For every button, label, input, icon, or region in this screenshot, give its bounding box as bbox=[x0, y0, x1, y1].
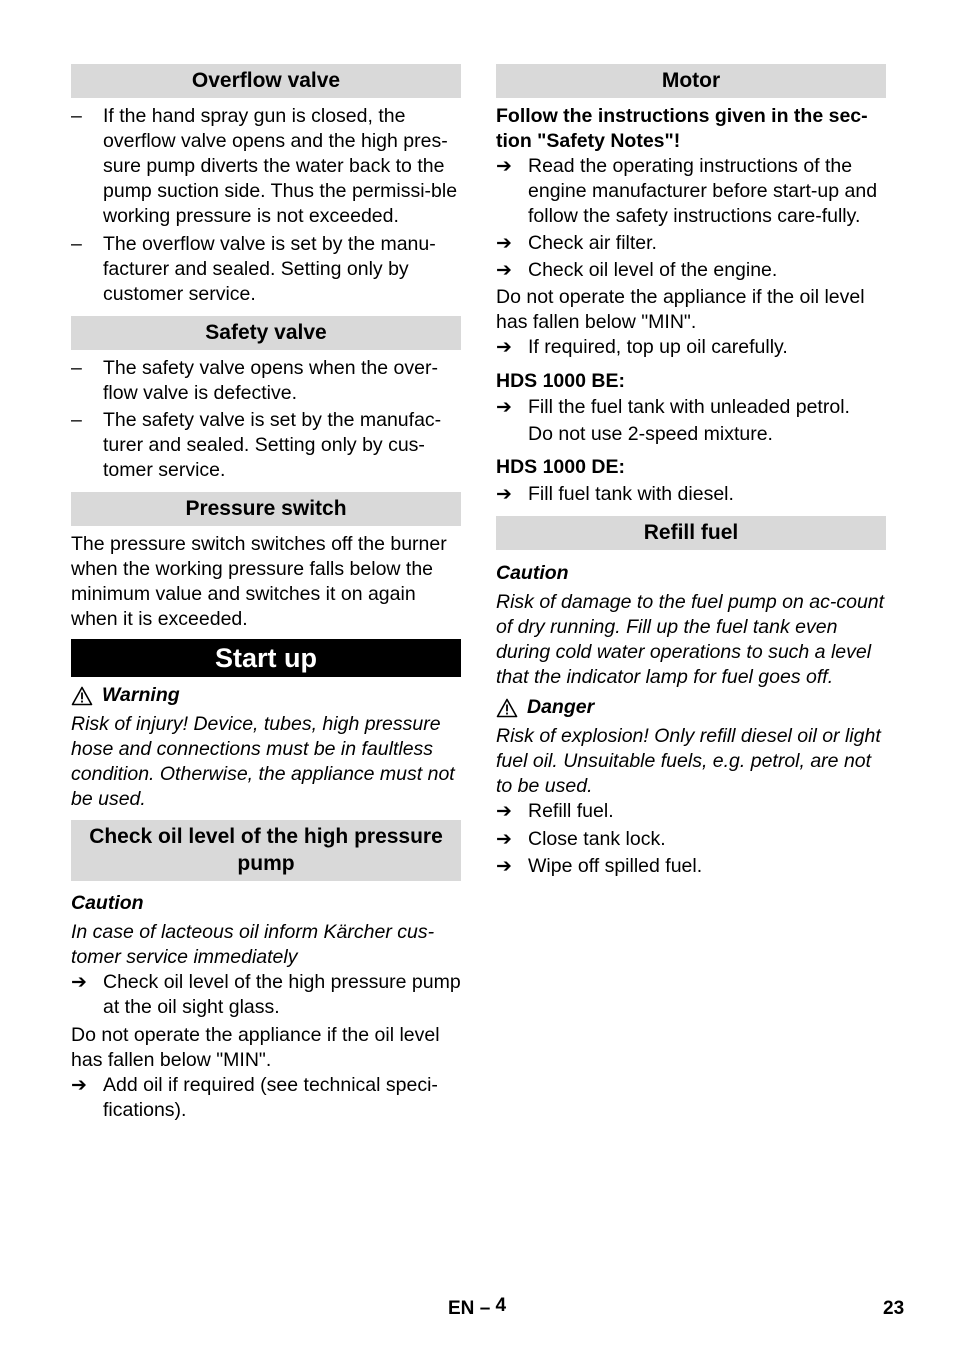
caution-text: In case of lacteous oil inform Kärcher cus-tomer service immediately bbox=[71, 921, 435, 968]
warning-label: Warning bbox=[102, 684, 180, 706]
arrow-icon: ➔ bbox=[496, 484, 512, 505]
refill-fuel-heading: Refill fuel bbox=[496, 516, 886, 550]
danger-label-row bbox=[496, 695, 886, 720]
oil-level-note: Do not operate the appliance if the oil level has fallen below "MIN". bbox=[71, 1024, 440, 1071]
footer-section-page: 4 bbox=[495, 1295, 507, 1316]
start-up-heading: Start up bbox=[71, 639, 461, 677]
list-item: – If the hand spray gun is closed, the overflow valve opens and the high pres-sure pump diverts the water back to the pump suction side. Thus the permissi-ble working pressure is not exceeded. bbox=[71, 105, 458, 227]
list-item: ➔ Wipe off spilled fuel. bbox=[496, 855, 703, 877]
caution-label: Caution bbox=[496, 562, 569, 584]
list-item: ➔ Add oil if required (see technical speci-fications). bbox=[71, 1074, 438, 1121]
arrow-icon: ➔ bbox=[496, 829, 512, 850]
warning-label-row bbox=[71, 683, 461, 708]
left-column bbox=[71, 64, 461, 1123]
motor-intro: Follow the instructions given in the sec-tion "Safety Notes"! bbox=[496, 105, 868, 152]
caution-text: Risk of damage to the fuel pump on ac-count of dry running. Fill up the fuel tank even during cold water operations to such a level that the indicator lamp for fuel goes off. bbox=[496, 591, 885, 688]
list-item: ➔ If required, top up oil carefully. bbox=[496, 336, 788, 358]
motor-heading: Motor bbox=[496, 64, 886, 98]
check-oil-heading: Check oil level of the high pressure pump bbox=[71, 820, 461, 881]
list-item: ➔ Read the operating instructions of the engine manufacturer before start-up and follow the safety instructions care-fully. bbox=[496, 155, 878, 227]
list-item: – The safety valve is set by the manufac-turer and sealed. Setting only by cus-tomer service. bbox=[71, 409, 442, 481]
arrow-icon: ➔ bbox=[496, 856, 512, 877]
caution-label: Caution bbox=[71, 892, 144, 914]
footer-separator: – bbox=[479, 1298, 491, 1319]
dash-bullet: – bbox=[71, 357, 82, 379]
arrow-icon: ➔ bbox=[496, 801, 512, 822]
arrow-icon: ➔ bbox=[496, 156, 512, 177]
list-item: ➔ Check air filter. bbox=[496, 232, 657, 254]
footer-section-ref bbox=[448, 1296, 506, 1321]
list-item: ➔ Check oil level of the high pressure pump at the oil sight glass. bbox=[71, 971, 461, 1018]
arrow-icon: ➔ bbox=[71, 972, 87, 993]
arrow-icon: ➔ bbox=[496, 233, 512, 254]
arrow-icon: ➔ bbox=[496, 260, 512, 281]
list-item: ➔ Fill the fuel tank with unleaded petrol. bbox=[496, 396, 850, 418]
danger-text: Risk of explosion! Only refill diesel oil or light fuel oil. Unsuitable fuels, e.g. petrol, are not to be used. bbox=[496, 725, 881, 797]
list-item: ➔ Check oil level of the engine. bbox=[496, 259, 778, 281]
pressure-switch-heading: Pressure switch bbox=[71, 492, 461, 526]
page-number: 23 bbox=[883, 1298, 905, 1319]
warning-triangle-icon bbox=[71, 686, 93, 706]
danger-label: Danger bbox=[527, 696, 595, 718]
list-item: ➔ Close tank lock. bbox=[496, 828, 666, 850]
overflow-valve-heading: Overflow valve bbox=[71, 64, 461, 98]
hds-1000-de-label: HDS 1000 DE: bbox=[496, 456, 625, 478]
arrow-icon: ➔ bbox=[496, 397, 512, 418]
list-item: – The safety valve opens when the over-flow valve is defective. bbox=[71, 357, 438, 404]
hds-1000-be-label: HDS 1000 BE: bbox=[496, 370, 625, 392]
warning-text: Risk of injury! Device, tubes, high pressure hose and connections must be in faultless condition. Otherwise, the appliance must not be used. bbox=[71, 713, 455, 810]
list-item: ➔ Fill fuel tank with diesel. bbox=[496, 483, 734, 505]
arrow-icon: ➔ bbox=[496, 337, 512, 358]
dash-bullet: – bbox=[71, 105, 82, 127]
be-mixture-note: Do not use 2-speed mixture. bbox=[528, 423, 773, 445]
motor-oil-note: Do not operate the appliance if the oil level has fallen below "MIN". bbox=[496, 286, 865, 333]
dash-bullet: – bbox=[71, 233, 82, 255]
safety-valve-heading: Safety valve bbox=[71, 316, 461, 350]
footer-language: EN bbox=[448, 1298, 475, 1319]
right-column bbox=[496, 64, 886, 879]
pressure-switch-text: The pressure switch switches off the burner when the working pressure falls below the minimum value and switches it on again when it is exceeded. bbox=[71, 533, 447, 630]
arrow-icon: ➔ bbox=[71, 1075, 87, 1096]
dash-bullet: – bbox=[71, 409, 82, 431]
warning-triangle-icon bbox=[496, 698, 518, 718]
list-item: ➔ Refill fuel. bbox=[496, 800, 614, 822]
list-item: – The overflow valve is set by the manu-facturer and sealed. Setting only by customer service. bbox=[71, 233, 436, 305]
